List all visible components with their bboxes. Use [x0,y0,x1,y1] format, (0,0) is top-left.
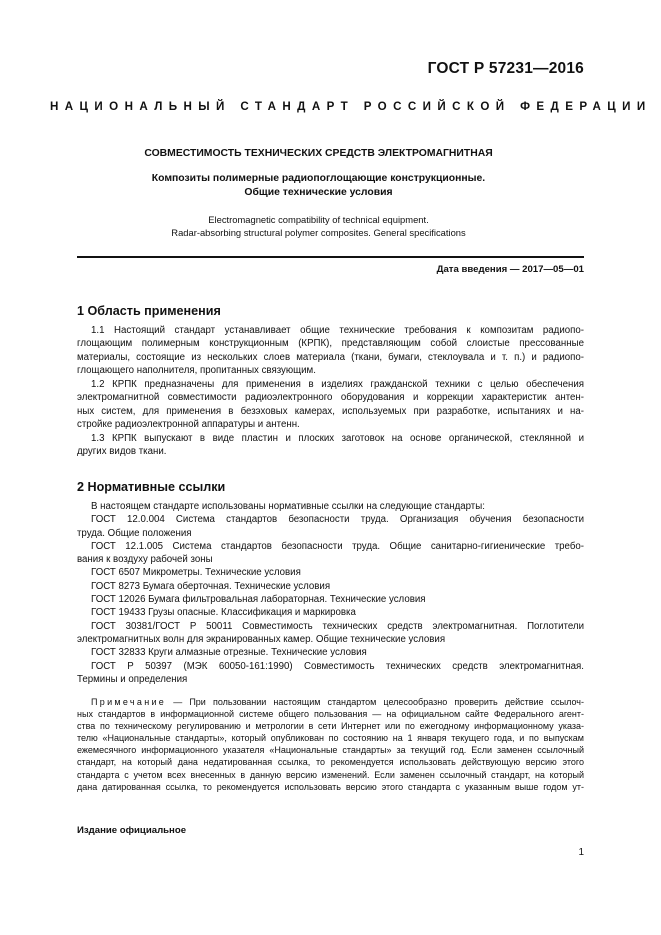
national-standard-title: НАЦИОНАЛЬНЫЙ СТАНДАРТ РОССИЙСКОЙ ФЕДЕРАЦИИ [50,100,652,113]
note-label: Примечание [91,697,167,707]
gost-number: ГОСТ Р 57231—2016 [427,60,584,77]
note-line: ежемесячного информационного указателя «Национальные стандарты» за текущий год. Если заменен ссылочный [77,745,584,756]
text-line: электромагнитной совместимости радиоэлектронного оборудования и коррекции характеристик антен- [77,392,584,404]
note-block [77,696,584,793]
official-edition-label: Издание официальное [77,825,187,836]
standard-subtitle [50,172,587,200]
reference-line: ГОСТ 32833 Круги алмазные отрезные. Технические условия [91,647,367,659]
section1-paragraph-3 [77,432,584,459]
text-line: 1.1 Настоящий стандарт устанавливает общие технические требования к композитам радиопо- [91,325,584,336]
reference-line: ГОСТ 30381/ГОСТ Р 50011 Совместимость технических средств электромагнитная. Поглотители [91,620,584,632]
reference-line: электромагнитных волн для экранированных камер. Общие технические условия [77,633,446,645]
reference-line: ГОСТ 6507 Микрометры. Технические условия [91,567,301,579]
note-line: стандарта с учетом всех внесенных в данную версию изменений. Если заменен ссылочный стандарт, на который [77,769,584,780]
section-heading: 1 Область применения [77,304,221,318]
subtitle-line: Общие технические условия [244,187,393,198]
text-line: 1.3 КРПК выпускают в виде пластин и плоских заготовок на основе органической, стеклянной и [91,433,584,444]
english-title-line: Radar-absorbing structural polymer composites. General specifications [171,227,466,238]
text-line: В настоящем стандарте использованы нормативные ссылки на следующие стандарты: [91,501,485,512]
reference-line: ГОСТ 12026 Бумага фильтровальная лабораторная. Технические условия [91,594,426,606]
english-title [50,213,587,239]
text-line: материалы, состоящие из нескольких слоев материала (ткани, бумаги, стеклоувала и т. п.) и радиопо- [77,351,584,363]
note-line: стандарт, на который дана недатированная ссылка, то рекомендуется использовать действующую версию этого [77,757,584,768]
page-number: 1 [578,847,584,858]
note-line: ства по техническому регулированию и метрологии в сети Интернет или по ежегодному информационному указа- [77,721,584,732]
reference-line: Термины и определения [77,673,188,685]
english-title-line: Electromagnetic compatibility of technical equipment. [208,214,429,225]
text-line: других видов ткани. [77,446,167,458]
reference-line: ГОСТ 8273 Бумага оберточная. Технические условия [91,580,331,592]
text-line: глощающего наполнителя, пропитанных связующим. [77,364,316,376]
title-divider [77,256,584,258]
text-line: глощающим полимерным конструкционным (КРПК), представляющим собой слоистые прессованные [77,338,584,350]
reference-line: труда. Общие положения [77,527,192,539]
text-line: ных систем, для применения в безэховых камерах, используемых при разработке, испытаниях и на- [77,405,584,417]
note-line: ных стандартов в информационной системе общего пользования — на официальном сайте Федерального агент- [77,709,584,720]
text-line: стройке радиоэлектронной аппаратуры и антенн. [77,418,300,430]
section1-paragraph-1 [77,324,584,377]
section1-paragraph-2 [77,378,584,431]
reference-line: ГОСТ Р 50397 (МЭК 60050-161:1990) Совместимость технических средств электромагнитная. [91,660,584,672]
normative-references [77,500,584,686]
note-line: дана датированная ссылка, то рекомендуется использовать версию этого стандарта с указанным выше годом ут- [77,781,584,792]
reference-line: вания к воздуху рабочей зоны [77,554,213,566]
subtitle-line: Композиты полимерные радиопоглощающие конструкционные. [151,173,486,184]
reference-line: ГОСТ 19433 Грузы опасные. Классификация и маркировка [91,607,356,619]
introduction-date: Дата введения — 2017—05—01 [436,264,584,275]
reference-line: ГОСТ 12.0.004 Система стандартов безопасности труда. Организация обучения безопасности [91,514,584,526]
note-line: телю «Национальные стандарты», который опубликован по состоянию на 1 января текущего года, и по выпускам [77,733,584,744]
section-heading: 2 Нормативные ссылки [77,480,226,494]
reference-line: ГОСТ 12.1.005 Система стандартов безопасности труда. Общие санитарно-гигиенические требо- [91,540,584,552]
note-line: Примечание — При пользовании настоящим стандартом целесообразно проверить действие ссылоч- [91,697,584,707]
standard-title: СОВМЕСТИМОСТЬ ТЕХНИЧЕСКИХ СРЕДСТВ ЭЛЕКТРОМАГНИТНАЯ [144,148,493,159]
text-line: 1.2 КРПК предназначены для применения в изделиях гражданской техники с целью обеспечения [91,379,584,390]
